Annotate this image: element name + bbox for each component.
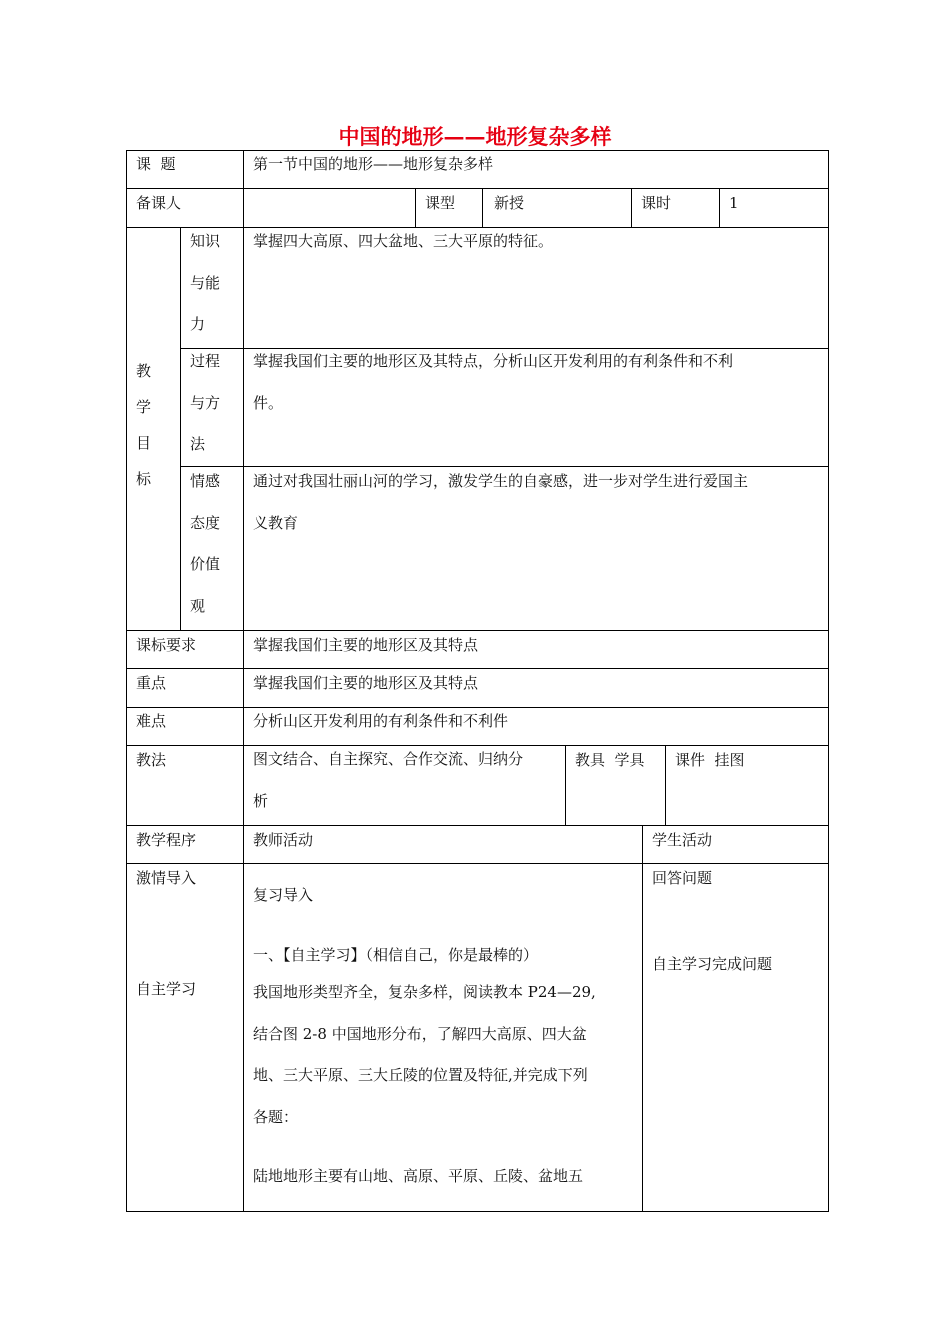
objective-text-line: 掌握四大高原、四大盆地、三大平原的特征。 bbox=[253, 232, 554, 250]
objectives-label-char: 目 bbox=[136, 434, 152, 452]
column-divider bbox=[243, 630, 244, 1211]
method-value-line: 析 bbox=[253, 791, 269, 810]
column-divider bbox=[180, 227, 181, 631]
row-divider bbox=[126, 707, 828, 708]
lesson-type-label: 课型 bbox=[425, 194, 456, 212]
objective-name-line: 知识 bbox=[190, 232, 221, 250]
lesson-type-value: 新授 bbox=[494, 194, 525, 212]
tools-label: 教具 学具 bbox=[575, 751, 645, 769]
column-divider bbox=[243, 227, 244, 631]
row-divider bbox=[126, 630, 828, 631]
teacher-text-line: 我国地形类型齐全，复杂多样，阅读教本 P24—29, bbox=[253, 983, 596, 1001]
preparer-label: 备课人 bbox=[136, 194, 182, 212]
difficulty-label: 难点 bbox=[136, 712, 167, 730]
column-divider bbox=[565, 745, 566, 826]
objective-name-line: 情感 bbox=[190, 472, 221, 490]
row-divider bbox=[126, 188, 828, 189]
objectives-label-char: 标 bbox=[136, 470, 152, 488]
objectives-label-char: 教 bbox=[136, 362, 152, 380]
objective-name-line: 观 bbox=[190, 596, 206, 615]
stage-self-study: 自主学习 bbox=[136, 980, 197, 998]
teacher-text-line: 各题： bbox=[253, 1107, 299, 1126]
row-divider bbox=[126, 825, 828, 826]
method-value bbox=[253, 739, 523, 822]
tools-value: 课件 挂图 bbox=[675, 751, 745, 769]
objective-name-knowledge bbox=[190, 221, 220, 346]
teacher-landform-text: 陆地地形主要有山地、高原、平原、丘陵、盆地五 bbox=[253, 1167, 584, 1185]
objective-text-line: 义教育 bbox=[253, 513, 299, 532]
objective-text-process bbox=[253, 341, 733, 424]
teacher-self-study-heading: 一、【自主学习】（相信自己，你是最棒的） bbox=[253, 946, 539, 964]
requirement-label: 课标要求 bbox=[136, 636, 197, 654]
teacher-text-line: 结合图 2-8 中国地形分布，了解四大高原、四大盆 bbox=[253, 1024, 587, 1043]
row-divider bbox=[126, 863, 828, 864]
objective-name-line: 与能 bbox=[190, 273, 221, 292]
student-self-study: 自主学习完成问题 bbox=[652, 955, 773, 973]
objective-name-line: 力 bbox=[190, 315, 206, 333]
objective-text-line: 件。 bbox=[253, 393, 284, 412]
objective-name-process bbox=[190, 341, 220, 466]
column-divider bbox=[719, 188, 720, 228]
objective-name-attitude bbox=[190, 461, 220, 627]
student-activity-header: 学生活动 bbox=[652, 831, 713, 849]
difficulty-value: 分析山区开发利用的有利条件和不利件 bbox=[253, 712, 509, 730]
objective-text-attitude bbox=[253, 461, 748, 544]
teacher-text-line: 地、三大平原、三大丘陵的位置及特征,并完成下列 bbox=[253, 1066, 588, 1084]
row-divider bbox=[126, 668, 828, 669]
column-divider bbox=[243, 150, 244, 228]
stage-intro: 激情导入 bbox=[136, 869, 197, 887]
objective-name-line: 法 bbox=[190, 435, 206, 453]
requirement-value: 掌握我国们主要的地形区及其特点 bbox=[253, 636, 479, 654]
column-divider bbox=[642, 825, 643, 1211]
objective-name-line: 价值 bbox=[190, 555, 221, 573]
teacher-activity-header: 教师活动 bbox=[253, 831, 314, 849]
topic-label: 课 题 bbox=[136, 155, 176, 173]
student-answer: 回答问题 bbox=[652, 869, 713, 887]
column-divider bbox=[631, 188, 632, 228]
objective-text-line: 通过对我国壮丽山河的学习，激发学生的自豪感，进一步对学生进行爱国主 bbox=[253, 472, 749, 490]
objective-name-line: 态度 bbox=[190, 513, 221, 532]
teacher-intro: 复习导入 bbox=[253, 886, 314, 904]
class-hours-value: 1 bbox=[729, 194, 739, 212]
objective-text-knowledge bbox=[253, 221, 553, 263]
method-label: 教法 bbox=[136, 751, 167, 769]
page-title: 中国的地形——地形复杂多样 bbox=[338, 124, 612, 149]
procedure-label: 教学程序 bbox=[136, 831, 197, 849]
objective-name-line: 与方 bbox=[190, 393, 221, 412]
objectives-label bbox=[136, 353, 151, 497]
column-divider bbox=[665, 745, 666, 826]
key-point-label: 重点 bbox=[136, 674, 167, 692]
key-point-value: 掌握我国们主要的地形区及其特点 bbox=[253, 674, 479, 692]
objectives-label-char: 学 bbox=[136, 398, 152, 416]
class-hours-label: 课时 bbox=[641, 194, 672, 212]
objective-text-line: 掌握我国们主要的地形区及其特点，分析山区开发利用的有利条件和不利 bbox=[253, 352, 734, 370]
method-value-line: 图文结合、自主探究、合作交流、归纳分 bbox=[253, 750, 524, 768]
topic-value: 第一节中国的地形——地形复杂多样 bbox=[253, 155, 494, 173]
teacher-self-study-text bbox=[253, 972, 596, 1138]
objective-name-line: 过程 bbox=[190, 352, 221, 370]
